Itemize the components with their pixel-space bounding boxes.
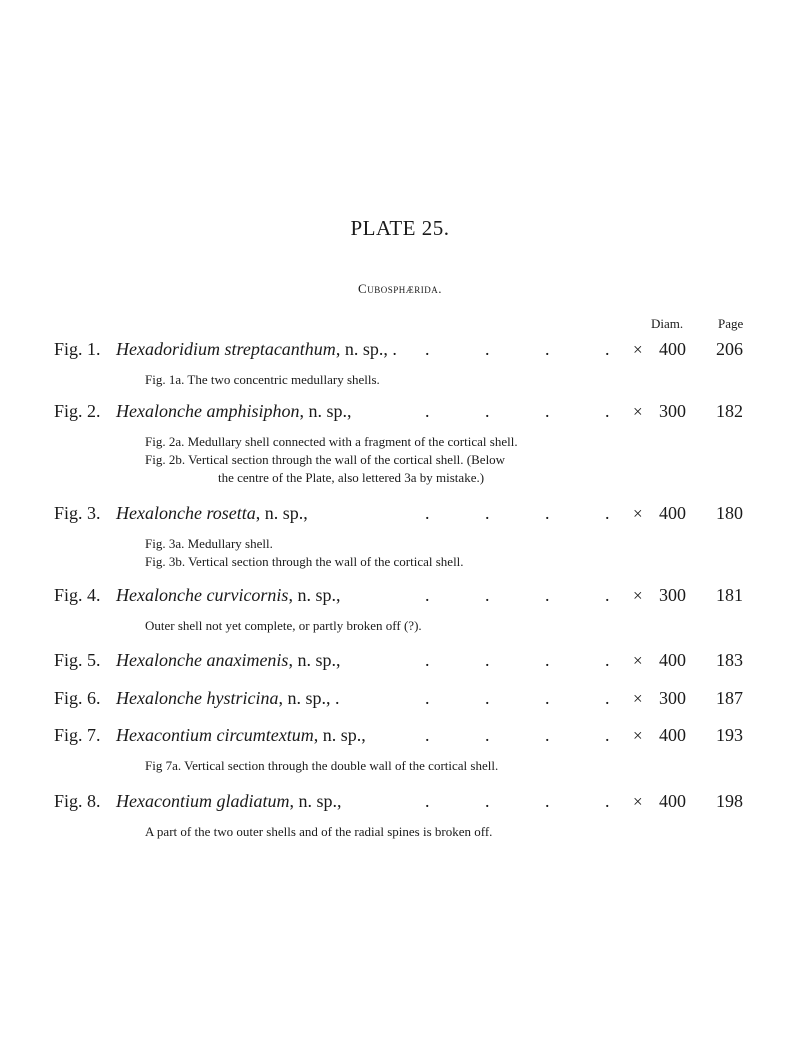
note-text: Vertical section through the wall of the cortical shell.	[185, 554, 464, 569]
figure-entry	[0, 585, 800, 635]
leader-dot: .	[425, 401, 430, 421]
times-icon: ×	[633, 792, 643, 811]
species-suffix: , n. sp.,	[299, 401, 352, 421]
figure-label: Fig. 4.	[54, 585, 101, 605]
magnification-value: 400	[659, 339, 686, 359]
leader-dot: .	[425, 725, 430, 745]
figure-label: Fig. 7.	[54, 725, 101, 745]
page-number: 182	[716, 401, 743, 421]
subfigure-label: Fig. 3b.	[145, 554, 186, 569]
species-name	[116, 585, 340, 606]
page-number: 193	[716, 725, 743, 745]
figure-note	[0, 469, 625, 487]
note-text: Vertical section through the wall of the cortical shell. (Below	[185, 452, 506, 467]
subfigure-label: Fig. 3a.	[145, 536, 185, 551]
figure-note	[0, 535, 625, 553]
subfigure-label: Fig. 2a.	[145, 434, 185, 449]
figure-entry	[0, 791, 800, 841]
species-binomial: Hexalonche rosetta	[116, 503, 256, 523]
magnification-value: 300	[659, 585, 686, 605]
leader-dot: .	[485, 401, 490, 421]
figure-label: Fig. 5.	[54, 650, 101, 670]
diameter-column-header: Diam.	[651, 316, 684, 331]
page-number: 181	[716, 585, 743, 605]
species-name	[116, 650, 340, 671]
note-text: Medullary shell.	[184, 536, 273, 551]
leader-dot: .	[545, 650, 550, 670]
figure-entry	[0, 725, 800, 775]
figure-label: Fig. 1.	[54, 339, 101, 359]
figure-row	[0, 725, 800, 749]
figure-row	[0, 650, 800, 674]
species-name	[116, 401, 351, 422]
leader-dot: .	[605, 401, 610, 421]
figure-row	[0, 401, 800, 425]
leader-dot: .	[605, 650, 610, 670]
leader-dot: .	[545, 585, 550, 605]
species-suffix: , n. sp., .	[335, 339, 397, 359]
leader-dot: .	[605, 503, 610, 523]
leader-dots	[395, 339, 625, 363]
subfigure-label: Fig. 1a.	[145, 372, 185, 387]
species-suffix: , n. sp., .	[278, 688, 340, 708]
species-suffix: , n. sp.,	[255, 503, 308, 523]
note-text: Medullary shell connected with a fragment of the cortical shell.	[184, 434, 518, 449]
leader-dots	[395, 688, 625, 712]
figure-row	[0, 585, 800, 609]
leader-dot: .	[545, 401, 550, 421]
figure-label: Fig. 6.	[54, 688, 101, 708]
species-binomial: Hexalonche hystricina	[116, 688, 279, 708]
magnification-value: 300	[659, 688, 686, 708]
species-name	[116, 688, 339, 709]
times-icon: ×	[633, 586, 643, 605]
page-number: 183	[716, 650, 743, 670]
times-icon: ×	[633, 504, 643, 523]
species-name	[116, 725, 366, 746]
species-suffix: , n. sp.,	[288, 585, 341, 605]
figure-note	[0, 433, 625, 451]
times-icon: ×	[633, 726, 643, 745]
leader-dot: .	[605, 339, 610, 359]
species-binomial: Hexalonche amphisiphon	[116, 401, 300, 421]
figure-label: Fig. 2.	[54, 401, 101, 421]
subfigure-label: Fig. 2b.	[145, 452, 186, 467]
leader-dots	[395, 791, 625, 815]
figure-note	[0, 451, 625, 469]
leader-dot: .	[605, 791, 610, 811]
figure-entry	[0, 339, 800, 389]
subfigure-label: Fig 7a.	[145, 758, 182, 773]
times-icon: ×	[633, 689, 643, 708]
page-number: 180	[716, 503, 743, 523]
page-number: 206	[716, 339, 743, 359]
leader-dots	[395, 585, 625, 609]
leader-dot: .	[605, 585, 610, 605]
species-suffix: , n. sp.,	[313, 725, 366, 745]
leader-dot: .	[425, 503, 430, 523]
figure-note	[0, 757, 625, 775]
magnification-value: 400	[659, 650, 686, 670]
figure-note	[0, 371, 625, 389]
figure-entry	[0, 401, 800, 487]
species-name	[116, 791, 342, 812]
leader-dot: .	[485, 725, 490, 745]
species-binomial: Hexadoridium streptacanthum	[116, 339, 336, 359]
note-text: Outer shell not yet complete, or partly broken off (?).	[145, 618, 422, 633]
figure-note	[0, 617, 625, 635]
page-number: 187	[716, 688, 743, 708]
species-binomial: Hexalonche anaximenis	[116, 650, 289, 670]
times-icon: ×	[633, 340, 643, 359]
page-number: 198	[716, 791, 743, 811]
figure-label: Fig. 8.	[54, 791, 101, 811]
magnification-value: 300	[659, 401, 686, 421]
figure-entry	[0, 503, 800, 571]
leader-dot: .	[425, 688, 430, 708]
magnification-value: 400	[659, 503, 686, 523]
species-suffix: , n. sp.,	[289, 791, 342, 811]
figure-entry	[0, 688, 800, 712]
figure-row	[0, 688, 800, 712]
figure-entry	[0, 650, 800, 674]
figure-row	[0, 503, 800, 527]
magnification-value: 400	[659, 791, 686, 811]
leader-dot: .	[545, 688, 550, 708]
leader-dot: .	[425, 791, 430, 811]
leader-dot: .	[485, 585, 490, 605]
leader-dots	[395, 401, 625, 425]
page-column-header: Page	[718, 316, 744, 331]
leader-dot: .	[425, 650, 430, 670]
leader-dot: .	[485, 688, 490, 708]
leader-dot: .	[605, 688, 610, 708]
figure-note	[0, 553, 625, 571]
plate-title: PLATE 25.	[350, 216, 450, 240]
leader-dots	[395, 650, 625, 674]
leader-dot: .	[545, 791, 550, 811]
leader-dot: .	[425, 339, 430, 359]
species-binomial: Hexacontium circumtextum	[116, 725, 314, 745]
figure-row	[0, 339, 800, 363]
figure-row	[0, 791, 800, 815]
leader-dot: .	[545, 725, 550, 745]
species-name	[116, 339, 397, 360]
species-binomial: Hexalonche curvicornis	[116, 585, 289, 605]
leader-dot: .	[545, 503, 550, 523]
leader-dot: .	[485, 650, 490, 670]
species-name	[116, 503, 308, 524]
species-suffix: , n. sp.,	[288, 650, 341, 670]
family-heading: Cubosphærida.	[358, 281, 442, 296]
leader-dot: .	[485, 503, 490, 523]
leader-dots	[395, 503, 625, 527]
leader-dot: .	[425, 585, 430, 605]
leader-dot: .	[485, 339, 490, 359]
leader-dot: .	[605, 725, 610, 745]
species-binomial: Hexacontium gladiatum	[116, 791, 290, 811]
note-text: the centre of the Plate, also lettered 3a by mistake.)	[218, 470, 485, 485]
leader-dot: .	[485, 791, 490, 811]
times-icon: ×	[633, 651, 643, 670]
leader-dots	[395, 725, 625, 749]
figure-label: Fig. 3.	[54, 503, 101, 523]
note-text: The two concentric medullary shells.	[184, 372, 380, 387]
note-text: A part of the two outer shells and of the radial spines is broken off.	[145, 824, 493, 839]
magnification-value: 400	[659, 725, 686, 745]
leader-dot: .	[545, 339, 550, 359]
times-icon: ×	[633, 402, 643, 421]
note-text: Vertical section through the double wall of the cortical shell.	[181, 758, 499, 773]
figure-note	[0, 823, 625, 841]
